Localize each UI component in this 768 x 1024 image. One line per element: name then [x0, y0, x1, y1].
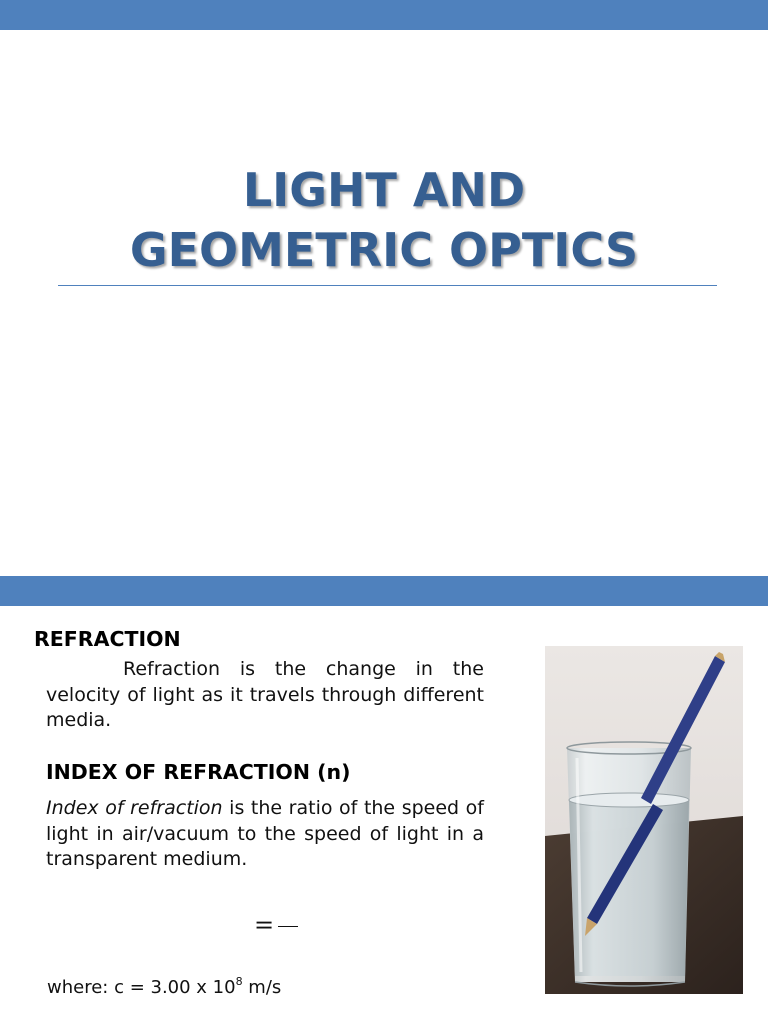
pencil-in-glass-photo	[545, 646, 743, 994]
glass-water	[569, 800, 689, 976]
refraction-formula	[254, 910, 298, 940]
speed-of-light-note	[47, 976, 281, 1000]
refraction-heading: REFRACTION	[34, 627, 181, 651]
formula-equals-sign: =	[254, 911, 275, 939]
index-term: Index of refraction	[46, 797, 223, 819]
top-color-band	[0, 0, 768, 30]
where-exponent: 8	[235, 975, 243, 988]
section-color-band	[0, 576, 768, 606]
pencil-in-glass-icon	[545, 646, 743, 994]
index-of-refraction-definition	[46, 796, 484, 873]
water-surface	[569, 793, 689, 807]
slide-title	[0, 160, 768, 280]
where-prefix: where: c = 3.00 x 10	[47, 977, 236, 998]
refraction-definition: Refraction is the change in the velocity of light as it travels through different media.	[46, 658, 484, 731]
index-of-refraction-heading: INDEX OF REFRACTION (n)	[46, 760, 351, 784]
title-underline-rule	[58, 285, 717, 286]
index-definition-text: is the ratio of the speed of light in air/vacuum to the speed of light in a transparent medium.	[46, 797, 484, 870]
where-unit: m/s	[242, 977, 282, 998]
slide-title-line-2: GEOMETRIC OPTICS	[129, 223, 639, 277]
formula-fraction-bar	[278, 926, 298, 927]
slide-title-line-1: LIGHT AND	[242, 163, 526, 217]
